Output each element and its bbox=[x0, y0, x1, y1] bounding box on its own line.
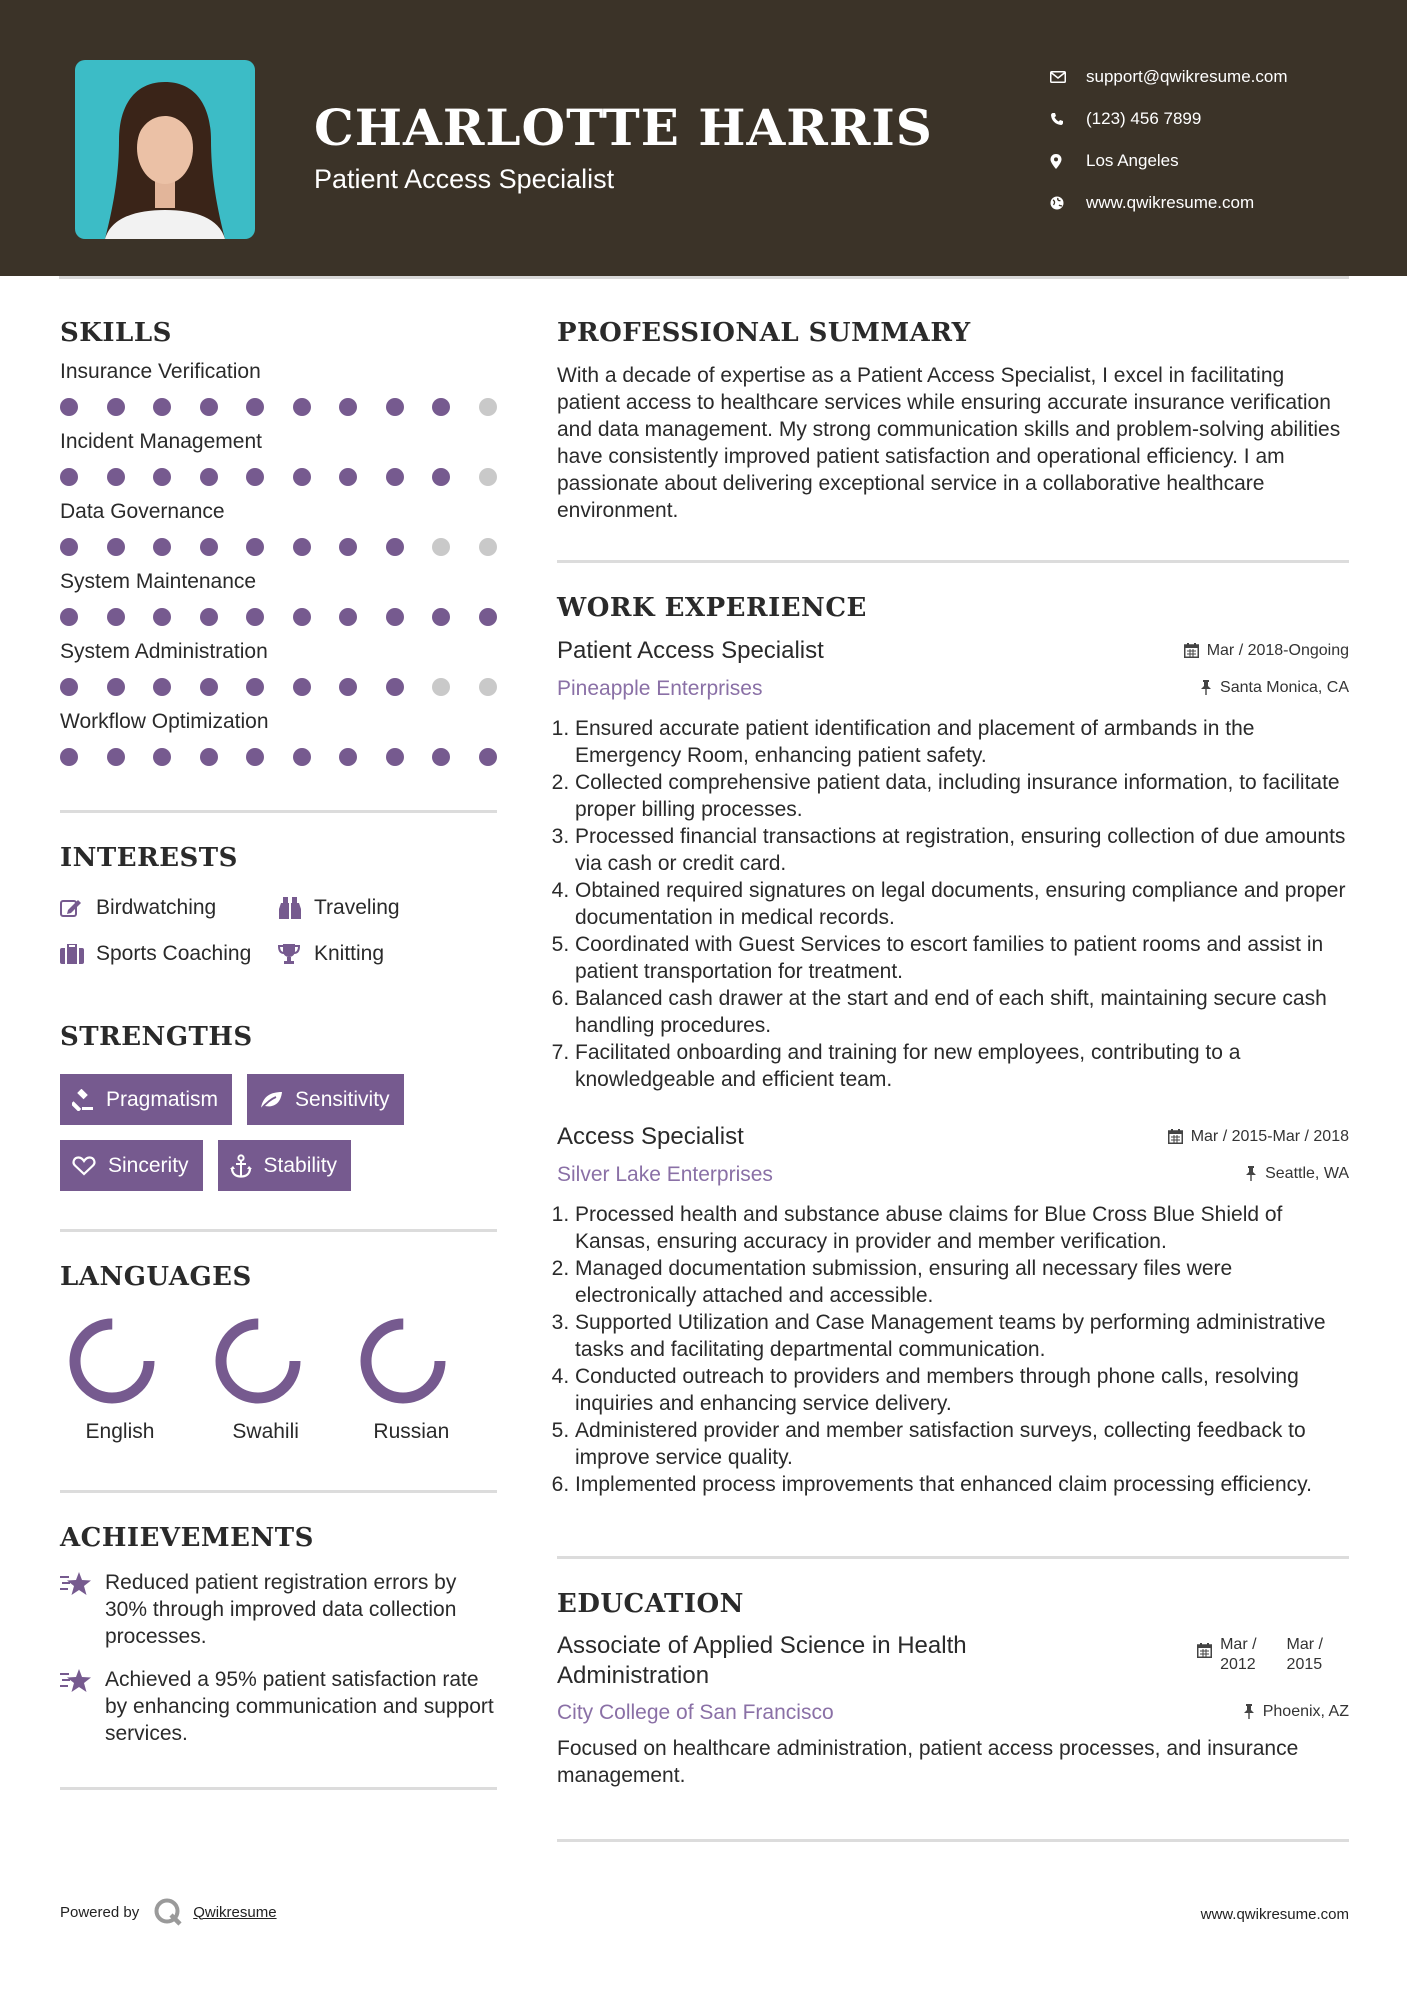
education-section bbox=[557, 1589, 1349, 1789]
duty-item: 4. Obtained required signatures on legal documents, ensuring compliance and proper documentation in medical records. bbox=[575, 877, 1349, 931]
achievement-text: Reduced patient registration errors by 30% through improved data collection processes. bbox=[105, 1571, 457, 1648]
summary-heading: PROFESSIONAL SUMMARY bbox=[557, 318, 971, 348]
anchor-icon bbox=[230, 1154, 252, 1178]
language-progress-ring bbox=[213, 1316, 303, 1406]
duty-item: 1. Processed health and substance abuse claims for Blue Cross Blue Shield of Kansas, ensuring accuracy in provider and member verification. bbox=[575, 1201, 1349, 1255]
calendar-icon bbox=[1168, 1129, 1183, 1144]
strength-label: Stability bbox=[263, 1153, 338, 1177]
skill-dot-filled bbox=[60, 398, 78, 416]
job-duties bbox=[557, 1201, 1349, 1498]
skill-dot-filled bbox=[339, 678, 357, 696]
languages-list bbox=[60, 1316, 497, 1444]
contact-website-text: www.qwikresume.com bbox=[1086, 193, 1255, 212]
skill-item bbox=[60, 360, 497, 418]
contact-email[interactable] bbox=[1050, 56, 1370, 98]
job-location bbox=[1200, 679, 1349, 697]
duty-item: 3. Supported Utilization and Case Management teams by performing administrative tasks and facilitating departmental communication. bbox=[575, 1309, 1349, 1363]
duty-item: 5. Coordinated with Guest Services to escort families to patient rooms and assist in patient transportation for treatment. bbox=[575, 931, 1349, 985]
job-location-text: Seattle, WA bbox=[1265, 1164, 1349, 1182]
language-name: Russian bbox=[373, 1420, 450, 1443]
skill-dot-filled bbox=[107, 468, 125, 486]
strength-tag bbox=[60, 1074, 232, 1125]
binoculars-icon bbox=[278, 897, 314, 919]
pushpin-icon bbox=[1200, 680, 1212, 695]
skill-dot-filled bbox=[153, 608, 171, 626]
skill-rating bbox=[60, 676, 497, 698]
briefcase-icon bbox=[60, 944, 96, 964]
skill-dot-filled bbox=[153, 748, 171, 766]
job-company: Pineapple Enterprises bbox=[557, 677, 763, 700]
interest-item bbox=[60, 895, 278, 921]
skill-name: Insurance Verification bbox=[60, 360, 261, 383]
section-divider bbox=[60, 1229, 497, 1232]
duty-item: 6. Balanced cash drawer at the start and end of each shift, maintaining secure cash handling procedures. bbox=[575, 985, 1349, 1039]
strength-label: Pragmatism bbox=[106, 1087, 219, 1111]
skill-dot-filled bbox=[293, 538, 311, 556]
education-description: Focused on healthcare administration, patient access processes, and insurance management. bbox=[557, 1737, 1299, 1787]
education-start-year: 2012 bbox=[1220, 1656, 1256, 1673]
skill-dot-filled bbox=[153, 538, 171, 556]
skill-dot-filled bbox=[386, 678, 404, 696]
skill-dot-filled bbox=[107, 748, 125, 766]
skill-dot-filled bbox=[293, 468, 311, 486]
education-start-month: Mar / bbox=[1220, 1636, 1257, 1653]
strength-label: Sincerity bbox=[108, 1153, 189, 1177]
job-duties bbox=[557, 715, 1349, 1093]
skill-dot-filled bbox=[339, 748, 357, 766]
skill-name: System Maintenance bbox=[60, 570, 257, 593]
location-pin-icon bbox=[1050, 154, 1086, 169]
strength-tag bbox=[218, 1140, 352, 1191]
footer-url[interactable]: www.qwikresume.com bbox=[1200, 1906, 1349, 1923]
skill-dot-filled bbox=[293, 748, 311, 766]
interest-label: Sports Coaching bbox=[96, 942, 252, 965]
profile-photo bbox=[75, 60, 255, 239]
education-end-month: Mar / bbox=[1286, 1636, 1323, 1653]
education-school: City College of San Francisco bbox=[557, 1701, 834, 1724]
job-dates-text: Mar / 2015-Mar / 2018 bbox=[1190, 1127, 1349, 1145]
skill-dot-filled bbox=[153, 468, 171, 486]
skill-item bbox=[60, 500, 497, 558]
skill-dot-filled bbox=[107, 538, 125, 556]
achievements-section bbox=[60, 1523, 497, 1747]
skill-name: System Administration bbox=[60, 640, 268, 663]
skill-dot-filled bbox=[246, 538, 264, 556]
skill-dot-empty bbox=[479, 398, 497, 416]
skill-item bbox=[60, 430, 497, 488]
skill-dot-filled bbox=[200, 398, 218, 416]
shooting-star-icon bbox=[60, 1569, 105, 1650]
duty-item: 2. Collected comprehensive patient data, including insurance information, to facilitate proper billing processes. bbox=[575, 769, 1349, 823]
interests-grid bbox=[60, 895, 497, 967]
language-progress-ring bbox=[67, 1316, 157, 1406]
candidate-name: CHARLOTTE HARRIS bbox=[314, 98, 933, 157]
section-divider bbox=[60, 1490, 497, 1493]
skill-rating bbox=[60, 536, 497, 558]
skill-dot-filled bbox=[60, 748, 78, 766]
section-divider bbox=[557, 1839, 1349, 1842]
skill-dot-filled bbox=[60, 468, 78, 486]
languages-heading: LANGUAGES bbox=[60, 1262, 252, 1292]
language-progress-arc bbox=[221, 1324, 295, 1398]
language-name: English bbox=[85, 1420, 155, 1443]
heart-icon bbox=[72, 1156, 96, 1176]
section-divider bbox=[60, 1787, 497, 1790]
contact-location-text: Los Angeles bbox=[1086, 151, 1179, 170]
shooting-star-icon bbox=[60, 1666, 105, 1747]
language-progress-ring bbox=[358, 1316, 448, 1406]
achievement-item bbox=[60, 1569, 497, 1650]
language-name: Swahili bbox=[232, 1420, 299, 1443]
job-location-text: Santa Monica, CA bbox=[1220, 678, 1349, 696]
right-column bbox=[557, 318, 1349, 1842]
job-role: Access Specialist bbox=[557, 1123, 744, 1150]
skill-dot-filled bbox=[107, 398, 125, 416]
skill-dot-filled bbox=[339, 538, 357, 556]
header-divider bbox=[59, 276, 1349, 279]
qwikresume-link[interactable]: Qwikresume bbox=[193, 1903, 277, 1921]
strengths-list bbox=[60, 1074, 497, 1191]
skill-dot-filled bbox=[60, 608, 78, 626]
interest-item bbox=[278, 895, 497, 921]
strengths-section bbox=[60, 1022, 497, 1191]
skill-rating bbox=[60, 746, 497, 768]
skill-dot-filled bbox=[432, 608, 450, 626]
skill-dot-filled bbox=[60, 678, 78, 696]
duty-item: 1. Ensured accurate patient identification and placement of armbands in the Emergency Room, enhancing patient safety. bbox=[575, 715, 1349, 769]
strength-tag bbox=[60, 1140, 203, 1191]
skill-dot-filled bbox=[386, 468, 404, 486]
gavel-icon bbox=[72, 1089, 94, 1111]
powered-by-text: Powered by bbox=[60, 1903, 140, 1921]
duty-item: 7. Facilitated onboarding and training for new employees, contributing to a knowledgeable and efficient team. bbox=[575, 1039, 1349, 1093]
skill-dot-filled bbox=[293, 608, 311, 626]
skill-item bbox=[60, 710, 497, 768]
skill-dot-filled bbox=[60, 538, 78, 556]
qwikresume-logo-icon bbox=[153, 1897, 183, 1927]
interest-label: Traveling bbox=[314, 896, 400, 919]
skill-dot-filled bbox=[479, 748, 497, 766]
skill-name: Workflow Optimization bbox=[60, 710, 269, 733]
skill-dot-filled bbox=[386, 538, 404, 556]
summary-section bbox=[557, 318, 1349, 524]
skill-dot-filled bbox=[339, 398, 357, 416]
left-column bbox=[60, 318, 497, 1790]
skill-dot-empty bbox=[432, 678, 450, 696]
duty-item: 3. Processed financial transactions at registration, ensuring collection of due amounts via cash or credit card. bbox=[575, 823, 1349, 877]
education-heading: EDUCATION bbox=[557, 1589, 744, 1619]
interests-heading: INTERESTS bbox=[60, 843, 238, 873]
job-entry bbox=[557, 1123, 1349, 1498]
pencil-square-icon bbox=[60, 898, 96, 918]
contact-website[interactable] bbox=[1050, 182, 1370, 224]
education-location bbox=[1243, 1703, 1349, 1721]
skill-item bbox=[60, 640, 497, 698]
skill-rating bbox=[60, 606, 497, 628]
experience-heading: WORK EXPERIENCE bbox=[557, 593, 867, 623]
skill-dot-filled bbox=[246, 678, 264, 696]
education-location-text: Phoenix, AZ bbox=[1262, 1702, 1349, 1720]
language-item bbox=[206, 1316, 352, 1444]
contact-location bbox=[1050, 140, 1370, 182]
skill-dot-empty bbox=[479, 678, 497, 696]
interest-label: Knitting bbox=[314, 942, 385, 965]
strengths-heading: STRENGTHS bbox=[60, 1022, 253, 1052]
education-start bbox=[1220, 1635, 1256, 1675]
achievements-heading: ACHIEVEMENTS bbox=[60, 1523, 314, 1553]
interests-section bbox=[60, 843, 497, 967]
skill-rating bbox=[60, 396, 497, 418]
section-divider bbox=[557, 560, 1349, 563]
pushpin-icon bbox=[1243, 1704, 1255, 1719]
section-divider bbox=[557, 1556, 1349, 1559]
language-progress-arc bbox=[75, 1324, 149, 1398]
skill-dot-filled bbox=[200, 468, 218, 486]
contact-phone-text: (123) 456 7899 bbox=[1086, 109, 1202, 128]
skill-dot-filled bbox=[246, 608, 264, 626]
job-dates bbox=[1168, 1128, 1349, 1146]
skill-item bbox=[60, 570, 497, 628]
skill-dot-filled bbox=[293, 678, 311, 696]
achievement-item bbox=[60, 1666, 497, 1747]
duty-item: 2. Managed documentation submission, ensuring all necessary files were electronically attached and accessible. bbox=[575, 1255, 1349, 1309]
skill-dot-filled bbox=[200, 748, 218, 766]
skill-dot-filled bbox=[386, 398, 404, 416]
globe-icon bbox=[1050, 196, 1086, 210]
education-dates bbox=[1197, 1631, 1349, 1691]
education-end bbox=[1287, 1635, 1323, 1675]
phone-icon bbox=[1050, 112, 1086, 126]
strength-label: Sensitivity bbox=[295, 1087, 390, 1111]
skill-name: Incident Management bbox=[60, 430, 262, 453]
skill-dot-filled bbox=[386, 748, 404, 766]
skills-section bbox=[60, 318, 497, 768]
skill-dot-filled bbox=[432, 398, 450, 416]
job-dates-text: Mar / 2018-Ongoing bbox=[1206, 641, 1349, 659]
language-item bbox=[351, 1316, 497, 1444]
job-location bbox=[1245, 1165, 1349, 1183]
calendar-icon bbox=[1197, 1635, 1212, 1658]
duty-item: 4. Conducted outreach to providers and members through phone calls, resolving inquiries and enhancing service delivery. bbox=[575, 1363, 1349, 1417]
section-divider bbox=[60, 810, 497, 813]
calendar-icon bbox=[1184, 643, 1199, 658]
skill-dot-filled bbox=[246, 748, 264, 766]
skill-dot-empty bbox=[432, 538, 450, 556]
skill-dot-filled bbox=[339, 468, 357, 486]
resume-header bbox=[0, 0, 1407, 276]
skill-rating bbox=[60, 466, 497, 488]
candidate-title: Patient Access Specialist bbox=[314, 164, 615, 194]
duty-item: 6. Implemented process improvements that enhanced claim processing efficiency. bbox=[575, 1471, 1349, 1498]
language-progress-arc bbox=[366, 1324, 440, 1398]
job-role: Patient Access Specialist bbox=[557, 637, 824, 664]
skill-dot-filled bbox=[339, 608, 357, 626]
trophy-icon bbox=[278, 943, 314, 965]
leaf-icon bbox=[259, 1090, 283, 1110]
skill-dot-filled bbox=[479, 608, 497, 626]
skill-dot-filled bbox=[200, 678, 218, 696]
strength-tag bbox=[247, 1074, 404, 1125]
skill-dot-empty bbox=[479, 468, 497, 486]
skill-dot-filled bbox=[246, 468, 264, 486]
skill-dot-filled bbox=[432, 748, 450, 766]
interest-label: Birdwatching bbox=[96, 896, 217, 919]
skill-dot-empty bbox=[479, 538, 497, 556]
skill-name: Data Governance bbox=[60, 500, 225, 523]
skill-dot-filled bbox=[107, 608, 125, 626]
education-degree: Associate of Applied Science in Health Administration bbox=[557, 1632, 967, 1689]
skill-dot-filled bbox=[153, 398, 171, 416]
job-company: Silver Lake Enterprises bbox=[557, 1163, 773, 1186]
duty-item: 5. Administered provider and member satisfaction surveys, collecting feedback to improve service quality. bbox=[575, 1417, 1349, 1471]
job-entry bbox=[557, 637, 1349, 1093]
interest-item bbox=[278, 941, 497, 967]
experience-section bbox=[557, 593, 1349, 1498]
contact-phone[interactable] bbox=[1050, 98, 1370, 140]
skill-dot-filled bbox=[246, 398, 264, 416]
skill-dot-filled bbox=[200, 538, 218, 556]
interest-item bbox=[60, 941, 278, 967]
pushpin-icon bbox=[1245, 1166, 1257, 1181]
skills-heading: SKILLS bbox=[60, 318, 172, 348]
contact-email-text: support@qwikresume.com bbox=[1086, 67, 1288, 86]
summary-text: With a decade of expertise as a Patient Access Specialist, I excel in facilitating patient access to healthcare services while ensuring accurate insurance verification and data management. My strong communication skills and problem-solving abilities have consistently improved patient satisfaction and operational efficiency. I am passionate about delivering exceptional service in a collaborative healthcare environment. bbox=[557, 364, 1341, 522]
skill-dot-filled bbox=[107, 678, 125, 696]
contact-list bbox=[1050, 56, 1370, 224]
languages-section bbox=[60, 1262, 497, 1444]
achievement-text: Achieved a 95% patient satisfaction rate by enhancing communication and support services. bbox=[105, 1668, 494, 1745]
skill-dot-filled bbox=[432, 468, 450, 486]
envelope-icon bbox=[1050, 71, 1086, 83]
skill-dot-filled bbox=[200, 608, 218, 626]
skill-dot-filled bbox=[153, 678, 171, 696]
education-end-year: 2015 bbox=[1286, 1656, 1323, 1673]
skill-dot-filled bbox=[386, 608, 404, 626]
footer-powered-by bbox=[60, 1897, 277, 1927]
language-item bbox=[60, 1316, 206, 1444]
skill-dot-filled bbox=[293, 398, 311, 416]
job-dates bbox=[1184, 642, 1349, 660]
